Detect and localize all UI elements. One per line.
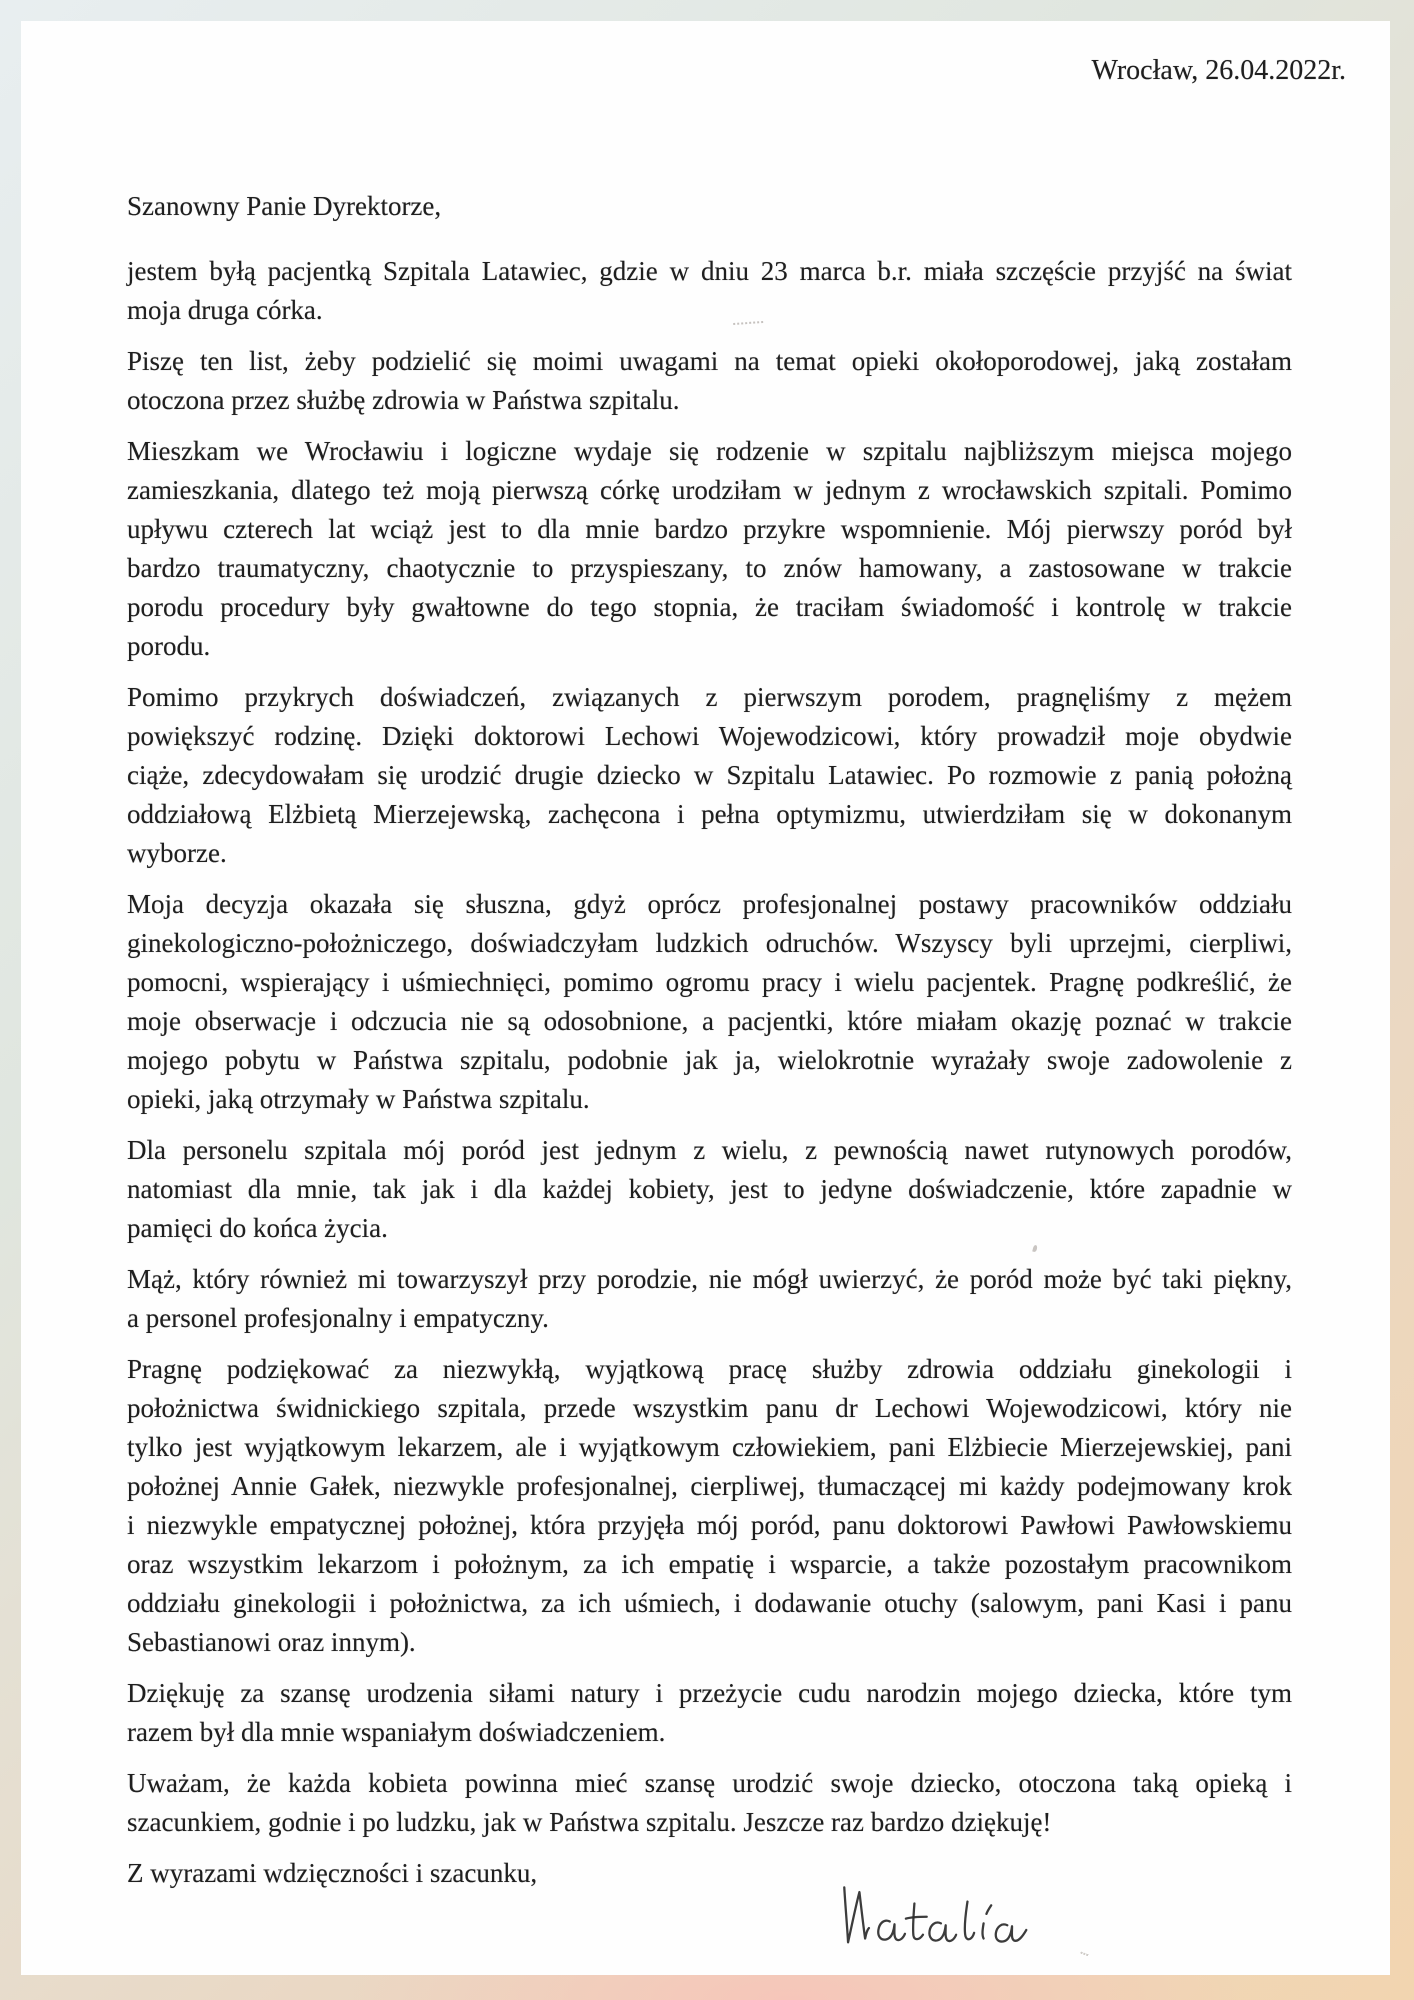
letter-content (127, 21, 1292, 1893)
signature-natalia-drawing (831, 1875, 1049, 1967)
letter-line: Pomimo przykrych doświadczeń, związanych z pierwszym porodem, pragnęliśmy z mężem (127, 682, 1292, 712)
letter-line: Piszę ten list, żeby podzielić się moimi uwagami na temat opieki okołoporodowej, jaką zostałam (127, 346, 1292, 376)
letter-line: oddziału ginekologii i położnictwa, za ich uśmiech, i dodawanie otuchy (salowym, pani Kasi i panu (127, 1588, 1292, 1618)
letter-page (21, 21, 1390, 1975)
closing-line: Z wyrazami wdzięczności i szacunku, (127, 1858, 538, 1888)
handwritten-signature (831, 1875, 1049, 1967)
paragraph (127, 1764, 1292, 1842)
letter-line: razem był dla mnie wspaniałym doświadczeniem. (127, 1717, 666, 1747)
letter-line: tylko jest wyjątkowym lekarzem, ale i wyjątkowym człowiekiem, pani Elżbiecie Mierzejewskiej, pani (127, 1432, 1292, 1462)
paragraph (127, 252, 1292, 330)
letter-line: oddziałową Elżbietą Mierzejewską, zachęcona i pełna optymizmu, utwierdziłam się w dokonanym (127, 799, 1292, 829)
letter-line: powiększyć rodzinę. Dzięki doktorowi Lechowi Wojewodzicowi, który prowadził moje obydwie (127, 721, 1292, 751)
letter-line: pomocni, wspierający i uśmiechnięci, pomimo ogromu pracy i wielu pacjentek. Pragnę podkreślić, że (127, 967, 1292, 997)
letter-line: moja druga córka. (127, 295, 323, 325)
letter-line: Sebastianowi oraz innym). (127, 1627, 416, 1657)
letter-line: upływu czterech lat wciąż jest to dla mnie bardzo przykre wspomnienie. Mój pierwszy poród był (127, 514, 1292, 544)
dateline: Wrocław, 26.04.2022r. (1091, 55, 1346, 86)
letter-line: bardzo traumatyczny, chaotycznie to przyspieszany, to znów hamowany, a zastosowane w trakcie (127, 553, 1292, 583)
paragraph (127, 1674, 1292, 1752)
paragraph (127, 432, 1292, 666)
paragraph (127, 1131, 1292, 1248)
letter-line: oraz wszystkim lekarzom i położnym, za ich empatię i wsparcie, a także pozostałym pracownikom (127, 1549, 1292, 1579)
letter-line: zamieszkania, dlatego też moją pierwszą córkę urodziłam w jednym z wrocławskich szpitali. Pomimo (127, 475, 1292, 505)
letter-line: Moja decyzja okazała się słuszna, gdyż oprócz profesjonalnej postawy pracowników oddziału (127, 889, 1292, 919)
letter-line: natomiast dla mnie, tak jak i dla każdej kobiety, jest to jedyne doświadczenie, które zapadnie w (127, 1174, 1292, 1204)
letter-line: moje obserwacje i odczucia nie są odosobnione, a pacjentki, które miałam okazję poznać w trakcie (127, 1006, 1292, 1036)
salutation: Szanowny Panie Dyrektorze, (127, 191, 442, 221)
letter-line: Dziękuję za szansę urodzenia siłami natury i przeżycie cudu narodzin mojego dziecka, które tym (127, 1678, 1292, 1708)
letter-line: ciąże, zdecydowałam się urodzić drugie dziecko w Szpitalu Latawiec. Po rozmowie z panią położną (127, 760, 1292, 790)
paragraph (127, 678, 1292, 873)
letter-line: położnej Annie Gałek, niezwykle profesjonalnej, cierpliwej, tłumaczącej mi każdy podejmowany krok (127, 1471, 1292, 1501)
letter-body (127, 252, 1292, 1842)
letter-line: ginekologiczno-położniczego, doświadczyłam ludzkich odruchów. Wszyscy byli uprzejmi, cierpliwi, (127, 928, 1292, 958)
letter-line: Mąż, który również mi towarzyszył przy porodzie, nie mógł uwierzyć, że poród może być taki piękny, (127, 1264, 1292, 1294)
letter-line: Uważam, że każda kobieta powinna mieć szansę urodzić swoje dziecko, otoczona taką opieką i (127, 1768, 1292, 1798)
letter-line: Pragnę podziękować za niezwykłą, wyjątkową pracę służby zdrowia oddziału ginekologii i (127, 1354, 1292, 1384)
letter-line: otoczona przez służbę zdrowia w Państwa szpitalu. (127, 385, 680, 415)
letter-line: pamięci do końca życia. (127, 1213, 388, 1243)
letter-line: wyborze. (127, 838, 227, 868)
paragraph (127, 1350, 1292, 1662)
letter-line: położnictwa świdnickiego szpitala, przede wszystkim panu dr Lechowi Wojewodzicowi, który nie (127, 1393, 1292, 1423)
letter-line: Mieszkam we Wrocławiu i logiczne wydaje się rodzenie w szpitalu najbliższym miejsca mojego (127, 436, 1292, 466)
letter-line: mojego pobytu w Państwa szpitalu, podobnie jak ja, wielokrotnie wyrażały swoje zadowolenie z (127, 1045, 1292, 1075)
letter-line: szacunkiem, godnie i po ludzku, jak w Państwa szpitalu. Jeszcze raz bardzo dziękuję! (127, 1807, 1052, 1837)
letter-line: jestem byłą pacjentką Szpitala Latawiec, gdzie w dniu 23 marca b.r. miała szczęście przyjść na świat (127, 256, 1292, 286)
letter-line: porodu procedury były gwałtowne do tego stopnia, że traciłam świadomość i kontrolę w trakcie (127, 592, 1292, 622)
letter-line: i niezwykle empatycznej położnej, która przyjęła mój poród, panu doktorowi Pawłowi Pawłowskiemu (127, 1510, 1292, 1540)
letter-line: a personel profesjonalny i empatyczny. (127, 1303, 549, 1333)
scan-artifact (1080, 1948, 1090, 1956)
letter-line: porodu. (127, 631, 211, 661)
letter-line: opieki, jaką otrzymały w Państwa szpitalu. (127, 1084, 590, 1114)
paragraph (127, 1260, 1292, 1338)
paragraph (127, 342, 1292, 420)
paragraph (127, 885, 1292, 1119)
letter-line: Dla personelu szpitala mój poród jest jednym z wielu, z pewnością nawet rutynowych porodów, (127, 1135, 1292, 1165)
